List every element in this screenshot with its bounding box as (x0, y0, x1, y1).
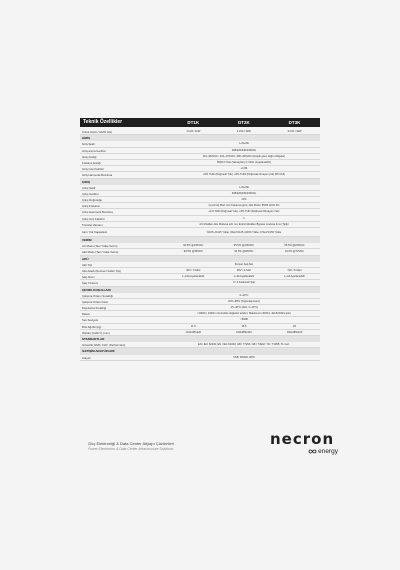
table-row: Akü Adedi (Normal / Kabin Tipi) 36V / 3 Adet 48V / 4 Adet 72V / 6 Adet (80, 268, 320, 274)
table-row: Çıkış Harmonik Bozulma ≤1% THD (Doğrusal Yük), ≤3% THD (Doğrusal Olmayan Yük) (80, 209, 320, 215)
table-row: Çıkış Doğruluğu ±1% (80, 197, 320, 203)
table-row: Anma Gücü / VA/W Güç 1 kVA / 1kW 2 kVA / 2kW 3 kVA / 3kW (80, 129, 320, 135)
section-cevre: ÇEVRE KOŞULLARI (80, 287, 320, 293)
table-row: Giriş Aralığı 110~300VAC / 110~176VAC; 280~300VAC (Düşük güce doğru bölgeler) (80, 154, 320, 160)
table-row: AC Modu (Tam Yükte Verim) 94.5% @230VAC 95.5% @230VAC 95.5% @230VAC (80, 243, 320, 249)
table-row: Güvenlik; EMC; LVD; (Performans) EN / IEC 62040; EN / IEC 62040; GB / T7260; GB / T4942; YD / T1095; TL Cert. (80, 342, 320, 348)
table-row: Arayüz USB, RS232, EPO (80, 355, 320, 361)
model-dt2k: DT2K (238, 120, 250, 125)
table-row: Giriş Güç Faktörü ≥0.99 (80, 166, 320, 172)
table-row: Çalışma Ortamı Sıcaklığı 0~40°C (80, 293, 320, 299)
section-cikis: ÇIKIŞ (80, 179, 320, 185)
necron-logo (270, 432, 338, 458)
table-header (80, 118, 320, 127)
table-row: Depolama Sıcaklığı -15~40°C (Akü: 0~40°C) (80, 305, 320, 311)
table-row: Ses Seviyesi <50dB (80, 317, 320, 323)
section-verim: VERİM (80, 237, 320, 243)
spec-table (80, 118, 320, 361)
table-title: Teknik Özellikler (83, 119, 123, 125)
footer-tagline (88, 441, 174, 451)
table-row: Giriş anma Gerilimi 208/220/230/240VAC (80, 148, 320, 154)
table-row: Çıkış Frekansı Çevrimiçi Mod: AC Frekansa göre; Akü Modu: 50/60 Hz±0.1% (80, 203, 320, 209)
table-row: Şarj Yöntemi 3 / 3 Kademeli Şarj (80, 280, 320, 286)
table-row: Akü Tipi Kurşun Asit Akü (80, 262, 320, 268)
table-row: Akü Modu (Tam Yükte Verim) 90.5% @36VDC 91.5% @48VDC 91.5% @72VDC (80, 249, 320, 255)
section-iletisim: İLETİŞİM ARAYÜZLERİ (80, 348, 320, 354)
table-row: Ölçüler (GxDxY) (mm) 144x345x220 190x389x320 190x389x320 (80, 330, 320, 336)
table-row: Rakım <1000m; 1000m üzerindeki değerleri azaltın; Maksimum 4000m, IEC62040'a göre (80, 311, 320, 317)
table-row: Çıkış Şekli L+N+PE (80, 185, 320, 191)
table-row: Frekans Aralığı 50/60 ± 5Hz (Varsayılan) ± 10Hz (Ayarlanabilir) (80, 160, 320, 166)
table-row: Transfer Zamanı AC Modden Akü Moduna sıfır ms; Evirici Modden Bypass moduna 4ms (Tipik) (80, 222, 320, 228)
infinity-icon (308, 449, 317, 454)
model-dt3k: DT3K (288, 120, 301, 125)
table-row: Şarj Akımı 1~10A Ayarlanabilir 1~4A Ayarlanabilir 1~4A Ayarlanabilir (80, 274, 320, 280)
table-row: Brüt Ağırlık (kg) 11.5 16.5 25 (80, 324, 320, 330)
logo-sub: energy (318, 448, 338, 455)
table-row: Çalışma Ortamı Nem 20%~95% (Yoğunlaşmasız) (80, 299, 320, 305)
table-row: Çıkış Güç Faktörü 1 (80, 216, 320, 222)
section-aku: AKÜ (80, 256, 320, 262)
tagline-tr: Güç Elektroniği & Data Center Altyapı Çözümleri (88, 441, 174, 446)
logo-word: necron (270, 430, 335, 448)
table-row: Giriş Harmonik Bozulma ≤5% THDi (Doğrusal Yük), ≤5% THDi (Doğrusal olmayan yük) (PF=0.8) (80, 172, 320, 178)
model-dt1k: DT1K (187, 120, 200, 125)
section-standartlar: STANDARTLAR (80, 336, 320, 342)
table-row: Çıkış Gerilimi 208/220/230/240VAC (80, 191, 320, 197)
tagline-en: Power Electronics & Data Center Infrastructure Solutions (88, 447, 174, 451)
section-giris: GİRİŞ (80, 135, 320, 141)
table-row: Giriş Şekli L+N+PE (80, 141, 320, 147)
table-row: Aşırı Yük Kapasitesi %105~%125 Yükte; 30sn/%125~%150 Yükte; 0.5sn/%150 Yükte (80, 228, 320, 237)
